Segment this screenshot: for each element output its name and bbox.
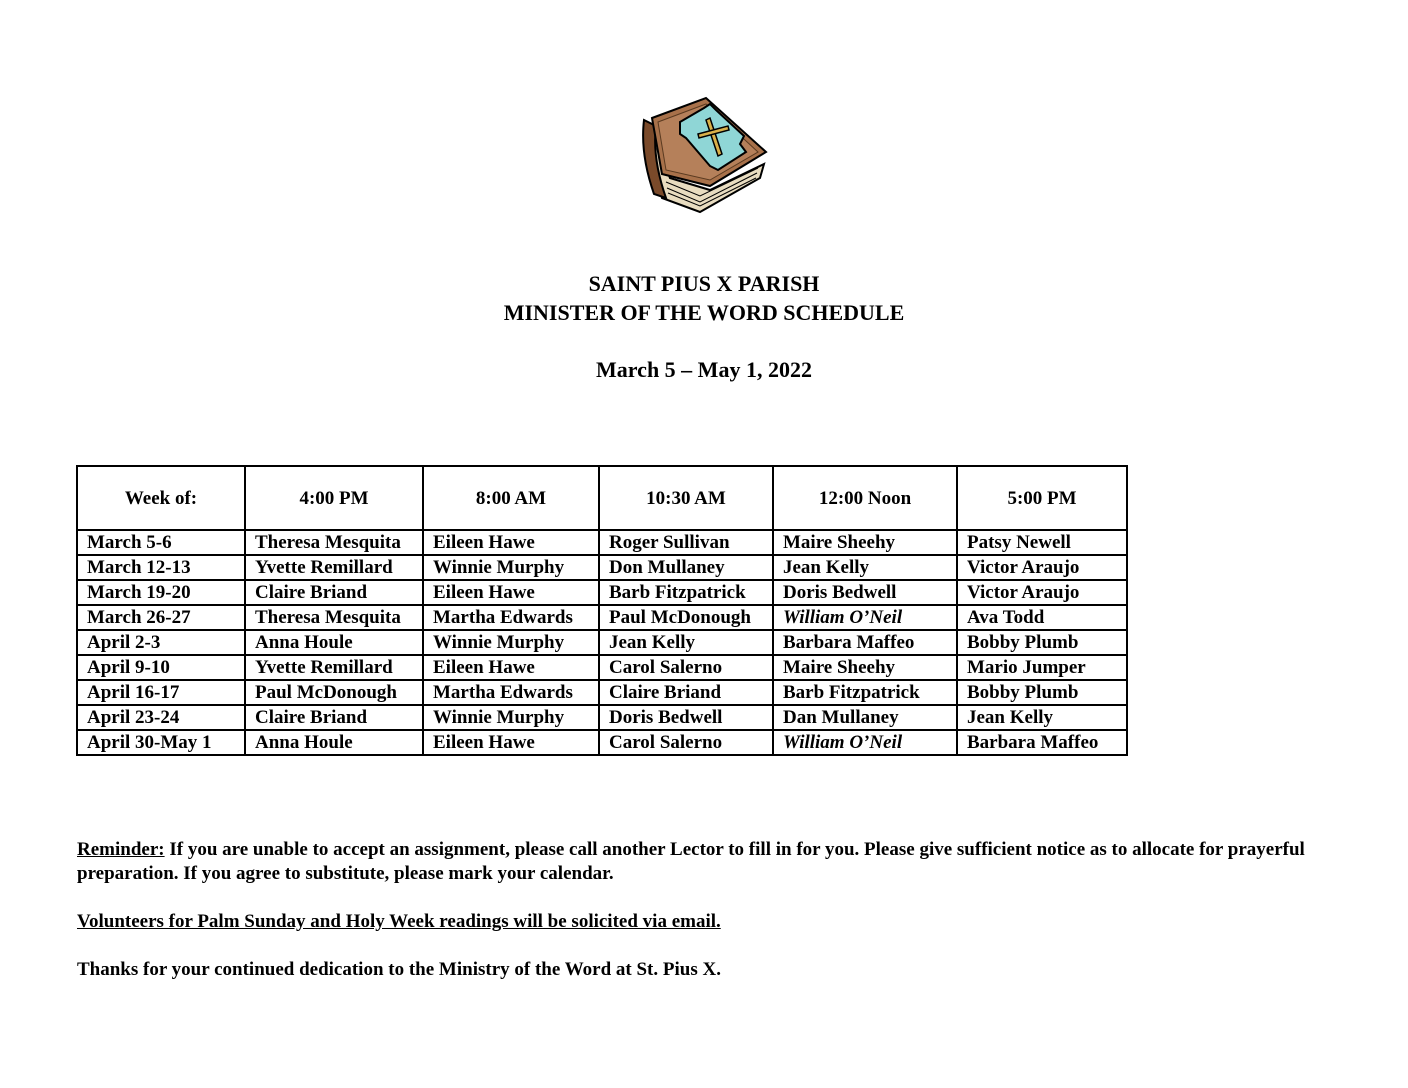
table-cell: William O’Neil	[773, 730, 957, 755]
column-header: 8:00 AM	[423, 466, 599, 530]
table-row	[77, 530, 1127, 555]
week-cell: March 12-13	[77, 555, 245, 580]
table-cell: Jean Kelly	[773, 555, 957, 580]
week-cell: April 30-May 1	[77, 730, 245, 755]
column-header: 4:00 PM	[245, 466, 423, 530]
column-header: 10:30 AM	[599, 466, 773, 530]
week-cell: March 19-20	[77, 580, 245, 605]
schedule-table	[76, 465, 1128, 756]
table-cell: Barb Fitzpatrick	[773, 680, 957, 705]
reminder-note	[77, 838, 1337, 886]
table-row	[77, 580, 1127, 605]
table-row	[77, 655, 1127, 680]
column-header: Week of:	[77, 466, 245, 530]
table-cell: Roger Sullivan	[599, 530, 773, 555]
table-cell: Martha Edwards	[423, 680, 599, 705]
week-cell: April 16-17	[77, 680, 245, 705]
reminder-text: If you are unable to accept an assignment, please call another Lector to fill in for you. Please give sufficient notice as to allocate for prayerful preparation. If you agree to substitute, please mark your calendar.	[77, 839, 1305, 884]
table-cell: Maire Sheehy	[773, 655, 957, 680]
table-cell: Carol Salerno	[599, 730, 773, 755]
table-cell: Jean Kelly	[957, 705, 1127, 730]
table-cell: Eileen Hawe	[423, 730, 599, 755]
table-header-row	[77, 466, 1127, 530]
volunteers-note: Volunteers for Palm Sunday and Holy Week readings will be solicited via email.	[77, 911, 721, 932]
table-cell: Theresa Mesquita	[245, 605, 423, 630]
table-cell: Victor Araujo	[957, 580, 1127, 605]
schedule-title: MINISTER OF THE WORD SCHEDULE	[503, 300, 905, 325]
date-range: March 5 – May 1, 2022	[596, 357, 812, 382]
table-cell: Yvette Remillard	[245, 655, 423, 680]
table-cell: Mario Jumper	[957, 655, 1127, 680]
column-header: 12:00 Noon	[773, 466, 957, 530]
table-cell: Theresa Mesquita	[245, 530, 423, 555]
table-cell: Carol Salerno	[599, 655, 773, 680]
reminder-label: Reminder:	[77, 839, 165, 860]
week-cell: April 9-10	[77, 655, 245, 680]
bible-book-icon	[640, 94, 770, 216]
table-cell: Winnie Murphy	[423, 555, 599, 580]
table-cell: Yvette Remillard	[245, 555, 423, 580]
table-row	[77, 630, 1127, 655]
table-cell: Eileen Hawe	[423, 530, 599, 555]
table-cell: Bobby Plumb	[957, 680, 1127, 705]
table-cell: Bobby Plumb	[957, 630, 1127, 655]
table-cell: Anna Houle	[245, 730, 423, 755]
table-cell: Winnie Murphy	[423, 705, 599, 730]
parish-name: SAINT PIUS X PARISH	[588, 271, 820, 296]
table-row	[77, 730, 1127, 755]
table-cell: Victor Araujo	[957, 555, 1127, 580]
table-cell: Doris Bedwell	[773, 580, 957, 605]
table-cell: Barb Fitzpatrick	[599, 580, 773, 605]
table-row	[77, 705, 1127, 730]
table-cell: Martha Edwards	[423, 605, 599, 630]
week-cell: April 2-3	[77, 630, 245, 655]
table-cell: Claire Briand	[245, 705, 423, 730]
table-cell: Jean Kelly	[599, 630, 773, 655]
table-cell: Eileen Hawe	[423, 655, 599, 680]
table-cell: Don Mullaney	[599, 555, 773, 580]
week-cell: March 5-6	[77, 530, 245, 555]
week-cell: March 26-27	[77, 605, 245, 630]
table-cell: William O’Neil	[773, 605, 957, 630]
table-cell: Dan Mullaney	[773, 705, 957, 730]
table-cell: Paul McDonough	[599, 605, 773, 630]
table-row	[77, 680, 1127, 705]
table-cell: Claire Briand	[245, 580, 423, 605]
week-cell: April 23-24	[77, 705, 245, 730]
table-cell: Ava Todd	[957, 605, 1127, 630]
table-cell: Anna Houle	[245, 630, 423, 655]
table-row	[77, 555, 1127, 580]
table-cell: Claire Briand	[599, 680, 773, 705]
table-cell: Paul McDonough	[245, 680, 423, 705]
table-cell: Eileen Hawe	[423, 580, 599, 605]
table-row	[77, 605, 1127, 630]
table-cell: Maire Sheehy	[773, 530, 957, 555]
table-cell: Doris Bedwell	[599, 705, 773, 730]
table-cell: Barbara Maffeo	[773, 630, 957, 655]
table-cell: Winnie Murphy	[423, 630, 599, 655]
thanks-note: Thanks for your continued dedication to the Ministry of the Word at St. Pius X.	[77, 959, 721, 980]
column-header: 5:00 PM	[957, 466, 1127, 530]
table-cell: Patsy Newell	[957, 530, 1127, 555]
table-cell: Barbara Maffeo	[957, 730, 1127, 755]
